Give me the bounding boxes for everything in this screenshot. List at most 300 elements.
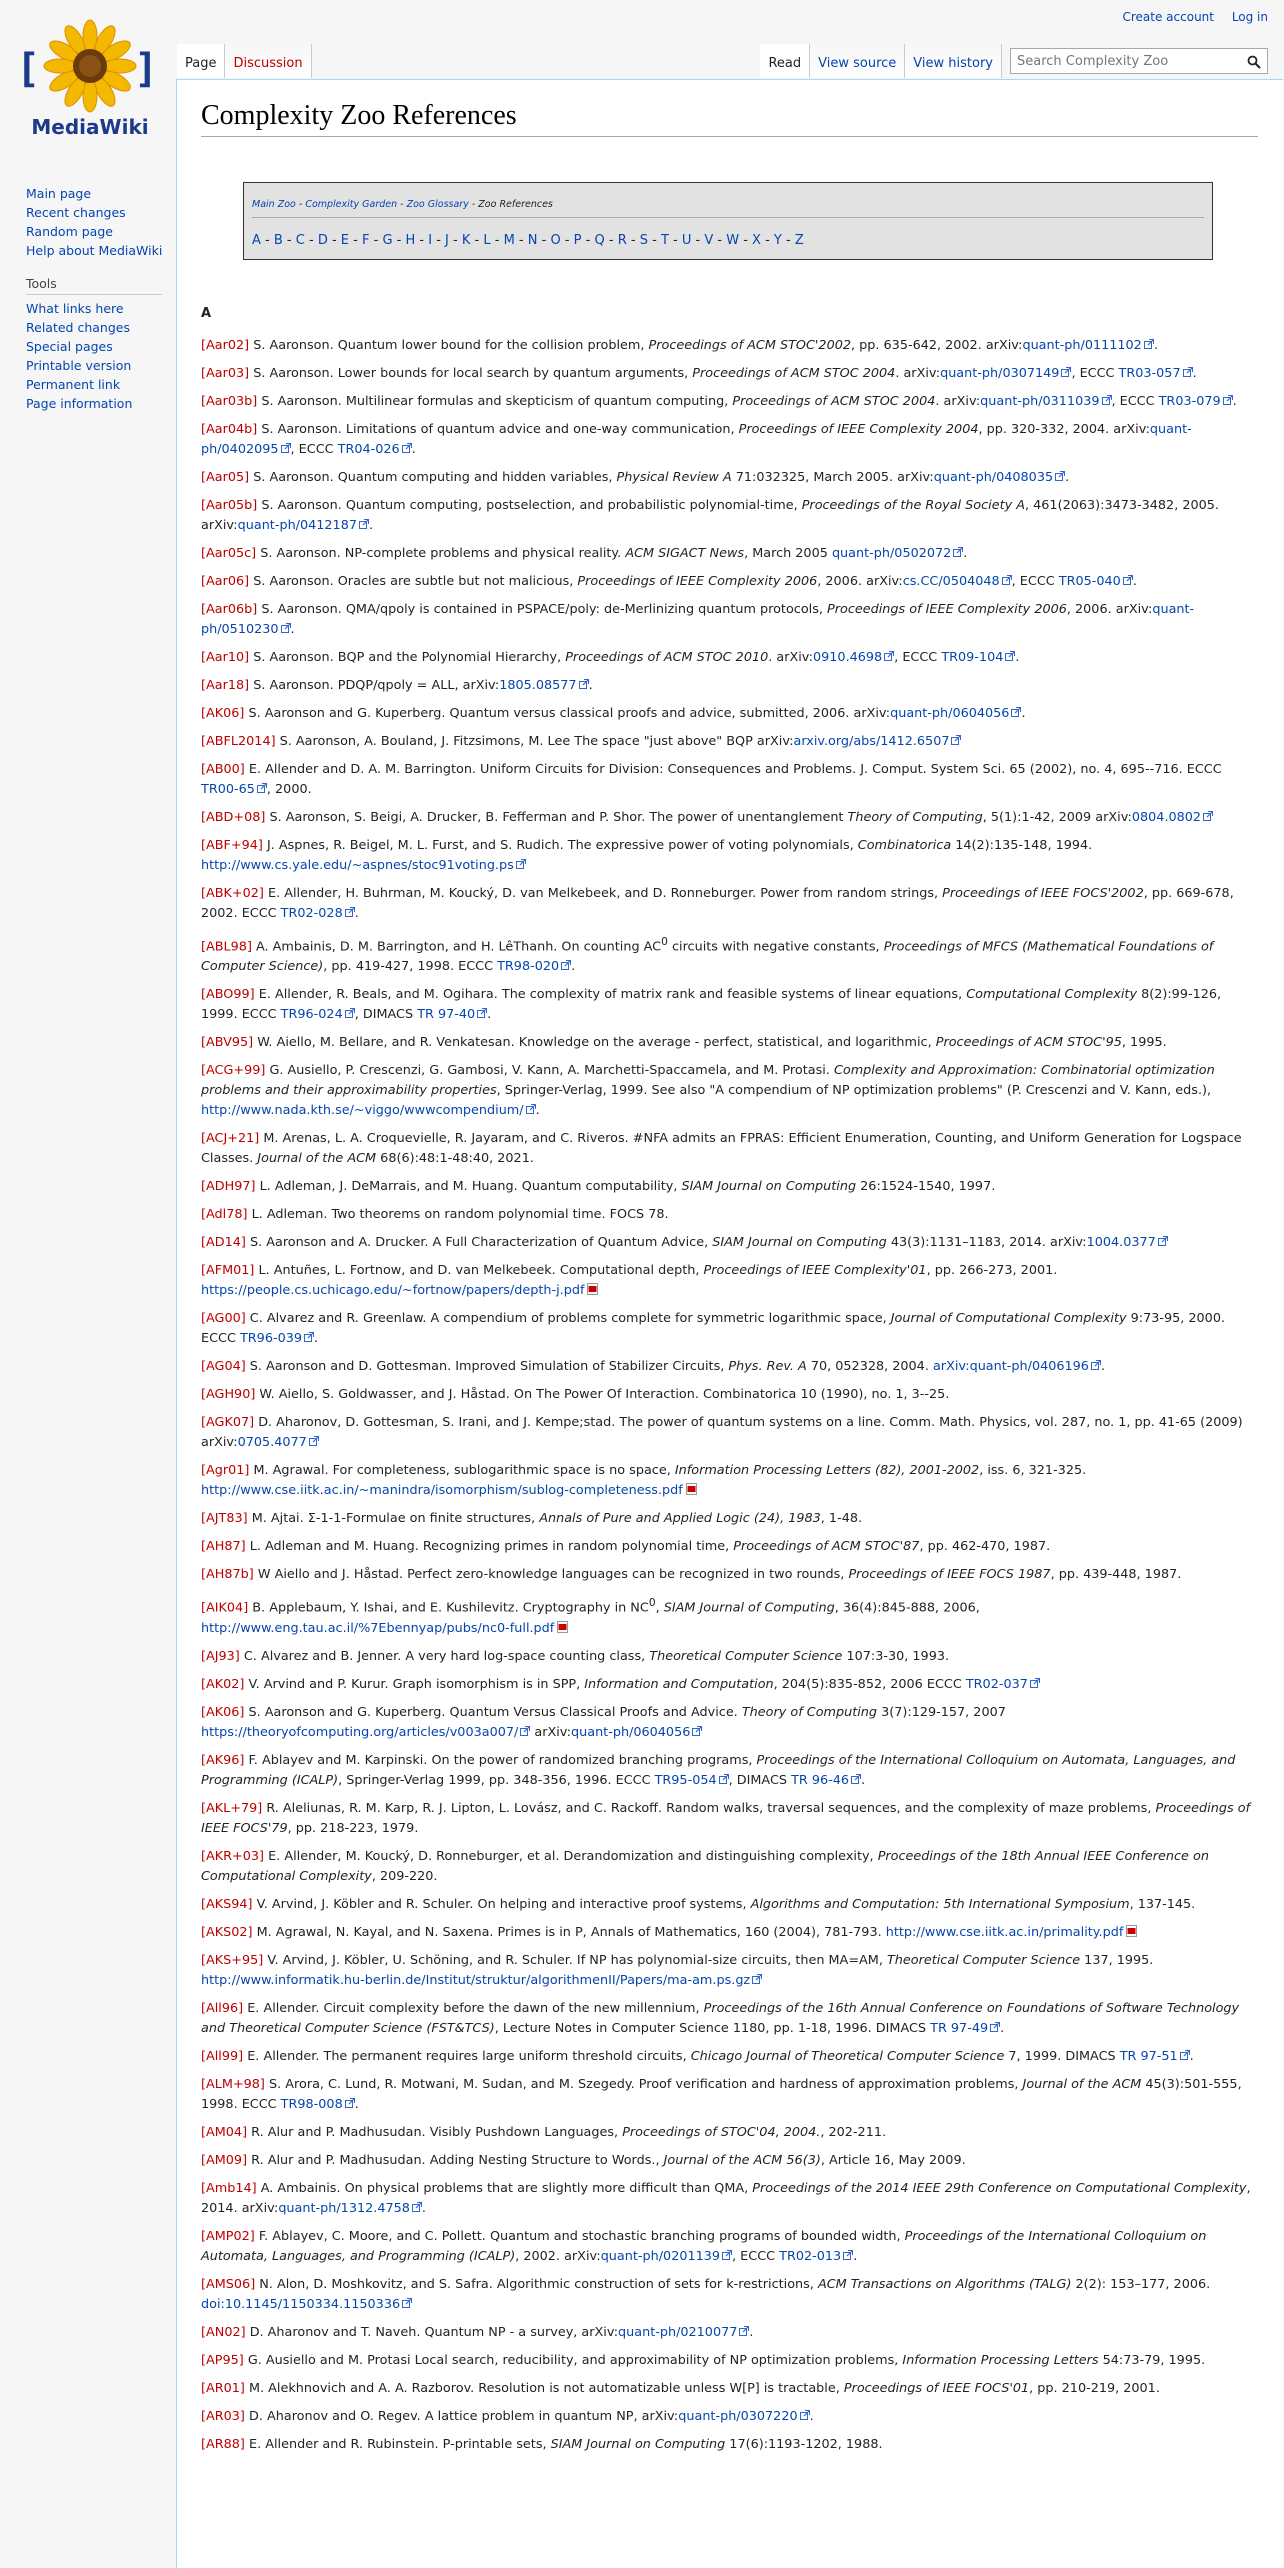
reference-text: 54:73-79, 1995. — [1098, 2352, 1206, 2368]
reference-entry — [201, 2379, 1261, 2399]
reference-text: S. Aaronson, A. Bouland, J. Fitzsimons, M. Lee The space "just above" BQP arXiv: — [279, 734, 794, 749]
reference-text: . — [1153, 338, 1158, 353]
reference-text: . arXiv: — [935, 394, 981, 409]
reference-entry — [201, 1647, 1261, 1667]
reference-venue: Proceedings of the 16th Annual Conference on Foundations of Software Technology and Theoretical Computer Science (FST&TCS) — [201, 2000, 1240, 2036]
external-link-icon — [1223, 395, 1233, 405]
reference-key: [ABFL2014] — [201, 734, 276, 749]
reference-key: [AGH90] — [201, 1387, 256, 1403]
reference-text: , pp. 218-223, 1979. — [287, 1820, 419, 1836]
search-input[interactable] — [1011, 49, 1243, 73]
external-link-icon — [1030, 1678, 1040, 1688]
reference-link[interactable]: quant-ph/0412187 — [237, 518, 357, 533]
reference-text: R. Alur and P. Madhusudan. Adding Nesting Structure to Words., — [251, 2152, 664, 2168]
reference-link[interactable]: TR05-040 — [1058, 574, 1121, 589]
reference-text: . — [571, 959, 576, 975]
reference-key: [AH87] — [201, 1539, 246, 1555]
reference-text: . — [809, 2408, 814, 2424]
reference-entry — [201, 1205, 1261, 1225]
reference-entry — [201, 1799, 1261, 1839]
reference-venue: Information and Computation — [584, 1676, 774, 1692]
reference-link[interactable]: quant-ph/0510230 — [201, 602, 1195, 637]
reference-text: S. Aaronson. Lower bounds for local search by quantum arguments, — [253, 366, 693, 381]
zoo-navbox — [243, 182, 1213, 260]
reference-text: . — [588, 678, 593, 693]
reference-text: L. Adleman, J. DeMarrais, and M. Huang. Quantum computability, — [259, 1179, 682, 1195]
reference-link[interactable]: http://www.cse.iitk.ac.in/~manindra/isomorphism/sublog-completeness.pdf — [201, 1483, 683, 1499]
tools-link[interactable]: What links here — [26, 301, 124, 316]
tools-item — [26, 337, 176, 356]
reference-link[interactable]: TR03-057 — [1118, 366, 1181, 381]
external-link-icon — [281, 443, 291, 453]
nav-link[interactable]: Help about MediaWiki — [26, 243, 163, 258]
reference-link[interactable]: quant-ph/0307220 — [678, 2408, 798, 2424]
reference-entry — [201, 2179, 1261, 2219]
reference-venue: Proceedings of IEEE FOCS'01 — [843, 2380, 1030, 2396]
reference-link[interactable]: TR 97-49 — [930, 2020, 989, 2036]
external-link-icon — [1005, 651, 1015, 661]
reference-key: [AKS+95] — [201, 1952, 264, 1968]
external-link-icon — [1061, 367, 1071, 377]
reference-entry — [201, 836, 1261, 876]
letter-link[interactable]: C — [295, 233, 305, 248]
reference-text: , ECCC — [732, 2248, 780, 2264]
external-link-icon — [304, 1332, 314, 1342]
reference-text: L. Adleman. Two theorems on random polynomial time. FOCS 78. — [251, 1207, 669, 1223]
reference-text: , pp. 635-642, 2002. arXiv: — [851, 338, 1023, 353]
reference-venue: Proceedings of ACM STOC 2004 — [692, 366, 896, 381]
reference-text: , 2006. arXiv: — [817, 574, 903, 589]
letter-link[interactable]: K — [461, 233, 471, 248]
reference-text: , 209-220. — [371, 1868, 438, 1884]
reference-text: , 1995. — [1121, 1035, 1167, 1051]
pdf-icon — [557, 1621, 568, 1633]
tools-item — [26, 356, 176, 375]
nav-link[interactable]: Recent changes — [26, 205, 126, 220]
reference-text: C. Alvarez and R. Greenlaw. A compendium of problems complete for symmetric logarithmic space, — [249, 1311, 891, 1327]
letter-link[interactable]: F — [361, 233, 370, 248]
reference-entry — [201, 1751, 1261, 1791]
letter-link[interactable]: E — [340, 233, 350, 248]
superscript: 0 — [661, 935, 668, 948]
reference-key: [AR88] — [201, 2436, 245, 2452]
reference-text: S. Aaronson and A. Drucker. A Full Characterization of Quantum Advice, — [249, 1235, 713, 1251]
reference-key: [AG00] — [201, 1311, 246, 1327]
reference-key: [Aar18] — [201, 678, 250, 693]
reference-link[interactable]: http://www.informatik.hu-berlin.de/Institut/struktur/algorithmenII/Papers/ma-am.ps.gz — [201, 1972, 751, 1988]
reference-link[interactable]: quant-ph/0502072 — [831, 546, 952, 561]
reference-link[interactable]: quant-ph/0402095 — [201, 422, 1192, 457]
reference-venue: Theory of Computing — [847, 810, 983, 825]
reference-key: [All96] — [201, 2000, 244, 2016]
reference-link[interactable]: 0804.0802 — [1131, 810, 1202, 825]
reference-entry — [201, 1593, 1261, 1638]
reference-entry — [201, 1509, 1261, 1529]
external-link-icon — [951, 735, 961, 745]
reference-entry — [201, 2227, 1261, 2267]
reference-text: , pp. 439-448, 1987. — [1050, 1567, 1182, 1583]
svg-text:]: ] — [134, 46, 159, 92]
letter-link[interactable]: X — [752, 233, 761, 248]
tools-link[interactable]: Special pages — [26, 339, 113, 354]
letter-link[interactable]: P — [573, 233, 582, 248]
search-icon[interactable] — [1247, 54, 1261, 73]
reference-link[interactable]: TR04-026 — [337, 442, 400, 457]
reference-venue: Proceedings of STOC'04, 2004. — [622, 2124, 821, 2140]
reference-text: E. Allender. The permanent requires large uniform threshold circuits, — [247, 2048, 691, 2064]
reference-link[interactable]: 1805.08577 — [499, 678, 577, 693]
external-link-icon — [561, 960, 571, 970]
reference-text: . — [1189, 2048, 1194, 2064]
reference-text: , pp. 669-678, 2002. ECCC — [201, 886, 1234, 921]
reference-text: , Springer-Verlag 1999, pp. 348-356, 1996. ECCC — [338, 1772, 655, 1788]
reference-venue: Proceedings of IEEE Complexity 2006 — [577, 574, 818, 589]
breadcrumb-link[interactable]: Zoo Glossary — [406, 199, 469, 210]
nav-link[interactable]: Main page — [26, 186, 92, 201]
nav-item — [26, 203, 176, 222]
reference-key: [Aar10] — [201, 650, 250, 665]
external-link-icon — [953, 547, 963, 557]
external-link-icon — [884, 651, 894, 661]
reference-link[interactable]: arxiv.org/abs/1412.6507 — [793, 734, 950, 749]
external-link-icon — [359, 519, 369, 529]
reference-key: [AN02] — [201, 2324, 246, 2340]
reference-text: 7, 1999. DIMACS — [1004, 2048, 1120, 2064]
letter-link[interactable]: A — [252, 233, 261, 248]
tools-item — [26, 375, 176, 394]
reference-venue: SIAM Journal on Computing — [681, 1179, 857, 1195]
reference-venue: Proceedings of MFCS (Mathematical Foundations of Computer Science) — [201, 939, 1214, 975]
reference-text: W. Aiello, M. Bellare, and R. Venkatesan. Knowledge on the average - perfect, statistical, and logarithmic, — [257, 1035, 936, 1051]
reference-entry — [201, 2151, 1261, 2171]
tools-link[interactable]: Printable version — [26, 358, 132, 373]
reference-entry — [201, 468, 1261, 488]
superscript: 0 — [648, 1596, 656, 1610]
reference-entry — [201, 1537, 1261, 1557]
letter-link[interactable]: D — [317, 233, 328, 248]
reference-entry — [201, 2435, 1261, 2455]
breadcrumb: Main Zoo - Complexity Garden - Zoo Glossary - Zoo References — [252, 199, 553, 210]
reference-text: . — [411, 442, 416, 457]
reference-text: . — [1065, 470, 1070, 485]
external-link-icon — [345, 2098, 355, 2108]
reference-link[interactable]: https://theoryofcomputing.org/articles/v003a007/ — [201, 1724, 519, 1740]
reference-entry — [201, 2047, 1261, 2067]
reference-key: [AIK04] — [201, 1600, 249, 1616]
tools-portlet — [26, 276, 176, 413]
sidebar — [0, 0, 176, 2568]
reference-link[interactable]: quant-ph/0408035 — [933, 470, 1054, 485]
external-link-icon — [843, 2250, 853, 2260]
tools-link[interactable]: Page information — [26, 396, 133, 411]
reference-text: A. Ambainis, D. M. Barrington, and H. LêThanh. On counting AC — [256, 939, 662, 955]
reference-text: 8(2):99-126, 1999. ECCC — [201, 987, 1222, 1023]
reference-text: . — [963, 546, 968, 561]
reference-link[interactable]: cs.CC/0504048 — [902, 574, 1000, 589]
reference-text: . — [853, 2248, 858, 2264]
reference-text: 2(2): 153–177, 2006. — [1071, 2276, 1211, 2292]
reference-link[interactable]: http://www.eng.tau.ac.il/%7Ebennyap/pubs/nc0-full.pdf — [201, 1620, 555, 1636]
reference-venue: Proceedings of IEEE FOCS 1987 — [848, 1567, 1051, 1583]
reference-link[interactable]: TR02-028 — [280, 906, 343, 921]
reference-venue: Algorithms and Computation: 5th International Symposium — [750, 1896, 1130, 1912]
reference-text: S. Aaronson and G. Kuperberg. Quantum versus classical proofs and advice, submitted, 2006. arXiv: — [248, 706, 891, 721]
reference-link[interactable]: TR 97-40 — [417, 1007, 476, 1023]
reference-link[interactable]: TR96-024 — [280, 1007, 343, 1023]
reference-link[interactable]: TR02-013 — [779, 2248, 842, 2264]
reference-text: , pp. 320-332, 2004. arXiv: — [978, 422, 1150, 437]
reference-text: , ECCC — [894, 650, 942, 665]
reference-text: S. Aaronson. Quantum computing and hidden variables, — [253, 470, 617, 485]
letter-link[interactable]: Y — [773, 233, 782, 248]
letter-link[interactable]: T — [660, 233, 669, 248]
reference-text: , pp. 419-427, 1998. ECCC — [323, 959, 498, 975]
login-link[interactable]: Log in — [1231, 10, 1268, 24]
reference-venue: Proceedings of IEEE FOCS'2002 — [942, 886, 1144, 901]
letter-link[interactable]: U — [681, 233, 692, 248]
reference-text: M. Agrawal, N. Kayal, and N. Saxena. Primes is in P, Annals of Mathematics, 160 (2004), 781-793. — [256, 1924, 886, 1940]
reference-venue: ACM Transactions on Algorithms (TALG) — [817, 2276, 1072, 2292]
reference-venue: Physical Review A — [616, 470, 732, 485]
reference-text: , March 2005 — [744, 546, 832, 561]
reference-entry — [201, 676, 1261, 696]
reference-key: [Aar03] — [201, 366, 250, 381]
reference-key: [AG04] — [201, 1359, 246, 1375]
reference-entry — [201, 1565, 1261, 1585]
tools-item — [26, 299, 176, 318]
reference-venue: Proceedings of the 18th Annual IEEE Conference on Computational Complexity — [201, 1848, 1209, 1884]
reference-link[interactable]: 1004.0377 — [1086, 1235, 1156, 1251]
reference-venue: Proceedings of the 2014 IEEE 29th Conference on Computational Complexity — [752, 2180, 1247, 2196]
reference-text: D. Aharonov, D. Gottesman, S. Irani, and J. Kempe;stad. The power of quantum systems on a line. Comm. Math. Physics, vol. 287, no. 1, pp. 41-65 (2009) arXiv: — [201, 1415, 1243, 1451]
reference-key: [AJ93] — [201, 1648, 240, 1664]
reference-key: [Aar06b] — [201, 602, 258, 617]
letter-link[interactable]: R — [617, 233, 627, 248]
reference-venue: Journal of the ACM — [1022, 2076, 1142, 2092]
sunflower-logo-icon — [16, 18, 159, 142]
reference-key: [AP95] — [201, 2352, 244, 2368]
reference-text: A. Ambainis. On physical problems that are slightly more difficult than QMA, — [260, 2180, 753, 2196]
reference-entry — [201, 420, 1261, 460]
letter-link[interactable]: H — [405, 233, 416, 248]
reference-text: 14(2):135-148, 1994. — [951, 838, 1093, 853]
reference-key: [Aar02] — [201, 338, 250, 353]
reference-text: N. Alon, D. Moshkovitz, and S. Safra. Algorithmic construction of sets for k-restrictions, — [259, 2276, 818, 2292]
reference-link[interactable]: TR09-104 — [941, 650, 1004, 665]
letter-link[interactable]: L — [483, 233, 491, 248]
logo-text: MediaWiki — [31, 115, 149, 139]
letter-link[interactable]: W — [726, 233, 740, 248]
reference-text: , 461(2063):3473-3482, 2005. arXiv: — [201, 498, 1219, 533]
reference-text: , 137-145. — [1129, 1896, 1196, 1912]
reference-entry — [201, 1413, 1261, 1453]
reference-link[interactable]: quant-ph/0201139 — [600, 2248, 721, 2264]
reference-entry — [201, 2407, 1261, 2427]
reference-text: , 2014. arXiv: — [201, 2180, 1251, 2216]
reference-text: 9:73-95, 2000. ECCC — [201, 1311, 1226, 1347]
reference-link[interactable]: quant-ph/0307149 — [940, 366, 1060, 381]
reference-text: , — [655, 1600, 664, 1616]
letter-link[interactable]: Q — [594, 233, 605, 248]
reference-link[interactable]: TR98-020 — [497, 959, 560, 975]
letter-link[interactable]: B — [273, 233, 283, 248]
reference-key: [AGK07] — [201, 1415, 255, 1431]
reference-link[interactable]: quant-ph/0604056 — [890, 706, 1010, 721]
reference-link[interactable]: quant-ph/1312.4758 — [278, 2200, 410, 2216]
reference-link[interactable]: quant-ph/0311039 — [980, 394, 1100, 409]
reference-link[interactable]: TR02-037 — [965, 1676, 1028, 1692]
reference-key: [ABF+94] — [201, 838, 263, 853]
reference-key: [ABV95] — [201, 1035, 254, 1051]
reference-text: W. Aiello, S. Goldwasser, and J. Håstad. On The Power Of Interaction. Combinatorica 10 (1990), no. 1, 3--25. — [259, 1387, 950, 1403]
reference-key: [AK06] — [201, 1704, 245, 1720]
reference-venue: Proceedings of IEEE Complexity'01 — [703, 1263, 927, 1279]
breadcrumb-link[interactable]: Main Zoo — [252, 199, 296, 210]
reference-link[interactable]: 0910.4698 — [813, 650, 883, 665]
reference-entry — [201, 1895, 1261, 1915]
reference-key: [ABO99] — [201, 987, 255, 1003]
tools-link[interactable]: Permanent link — [26, 377, 121, 392]
reference-link[interactable]: doi:10.1145/1150334.1150336 — [201, 2296, 401, 2312]
reference-entry — [201, 1385, 1261, 1405]
reference-venue: SIAM Journal on Computing — [712, 1235, 887, 1251]
reference-link[interactable]: TR 96-46 — [791, 1772, 850, 1788]
external-link-icon — [1203, 811, 1213, 821]
reference-link[interactable]: TR 97-51 — [1119, 2048, 1178, 2064]
reference-text: , 1-48. — [820, 1511, 863, 1527]
breadcrumb-current: Zoo References — [478, 199, 553, 210]
reference-text: M. Alekhnovich and A. A. Razborov. Resolution is not automatizable unless W[P] is tractable, — [249, 2380, 844, 2396]
letter-link[interactable]: N — [527, 233, 538, 248]
reference-text: L. Adleman and M. Huang. Recognizing primes in random polynomial time, — [249, 1539, 734, 1555]
external-link-icon — [281, 623, 291, 633]
tab-read[interactable]: Read — [760, 44, 810, 78]
reference-text: M. Ajtai. Σ-1-1-Formulae on finite structures, — [251, 1511, 540, 1527]
view-tabs — [760, 44, 1268, 78]
tab-view-source[interactable]: View source — [810, 44, 905, 78]
external-link-icon — [851, 1774, 861, 1784]
tools-list — [26, 299, 176, 413]
external-link-icon — [719, 1774, 729, 1784]
reference-key: [AD14] — [201, 1235, 246, 1251]
reference-link[interactable]: http://www.cs.yale.edu/~aspnes/stoc91voting.ps — [201, 858, 514, 873]
create-account-link[interactable]: Create account — [1122, 10, 1214, 24]
reference-entry — [201, 1129, 1261, 1169]
reference-text: 71:032325, March 2005. arXiv: — [731, 470, 934, 485]
reference-entry — [201, 600, 1261, 640]
reference-text: . — [290, 622, 295, 637]
reference-link[interactable]: quant-ph/0604056 — [571, 1724, 691, 1740]
reference-entry — [201, 808, 1261, 828]
reference-venue: Computational Complexity — [966, 987, 1138, 1003]
reference-entry — [201, 1703, 1261, 1743]
letter-link[interactable]: V — [704, 233, 714, 248]
reference-link[interactable]: arXiv:quant-ph/0406196 — [932, 1359, 1089, 1375]
reference-key: [AM04] — [201, 2124, 248, 2140]
external-link-icon — [520, 1726, 530, 1736]
reference-entry — [201, 648, 1261, 668]
reference-link[interactable]: http://www.cse.iitk.ac.in/primality.pdf — [885, 1924, 1124, 1940]
reference-entry — [201, 392, 1261, 412]
reference-link[interactable]: TR98-008 — [280, 2096, 343, 2112]
tab-view-history[interactable]: View history — [905, 44, 1002, 78]
reference-link[interactable]: quant-ph/0111102 — [1022, 338, 1142, 353]
reference-text: . — [1015, 650, 1020, 665]
letter-link[interactable]: G — [382, 233, 393, 248]
reference-link[interactable]: https://people.cs.uchicago.edu/~fortnow/papers/depth-j.pdf — [201, 1283, 585, 1299]
reference-entry — [201, 1357, 1261, 1377]
reference-entry — [201, 2275, 1261, 2315]
reference-entry — [201, 1923, 1261, 1943]
reference-entry — [201, 1999, 1261, 2039]
breadcrumb-link[interactable]: Complexity Garden — [305, 199, 398, 210]
reference-text: . — [354, 2096, 359, 2112]
reference-text: arXiv: — [530, 1724, 571, 1740]
external-link-icon — [1158, 1236, 1168, 1246]
reference-key: [AK02] — [201, 1676, 245, 1692]
reference-list — [201, 336, 1261, 2463]
main-content — [176, 79, 1283, 2568]
reference-entry — [201, 336, 1261, 356]
letter-link[interactable]: I — [428, 233, 433, 248]
reference-text: . arXiv: — [895, 366, 941, 381]
reference-link[interactable]: quant-ph/0210077 — [618, 2324, 738, 2340]
namespace-tabs — [177, 44, 312, 78]
reference-link[interactable]: http://www.nada.kth.se/~viggo/wwwcompendium/ — [201, 1103, 524, 1119]
reference-text: R. Alur and P. Madhusudan. Visibly Pushdown Languages, — [251, 2124, 623, 2140]
reference-text: S. Aaronson. Multilinear formulas and skepticism of quantum computing, — [261, 394, 733, 409]
reference-text: , 2006. arXiv: — [1066, 602, 1153, 617]
reference-text: , DIMACS — [354, 1007, 418, 1023]
letter-link[interactable]: Z — [794, 233, 804, 248]
reference-text: , 5(1):1-42, 2009 arXiv: — [982, 810, 1132, 825]
reference-key: [All99] — [201, 2048, 244, 2064]
tab-discussion[interactable]: Discussion — [225, 44, 311, 78]
reference-link[interactable]: TR95-054 — [654, 1772, 717, 1788]
reference-text: , Article 16, May 2009. — [820, 2152, 966, 2168]
reference-key: [AMP02] — [201, 2228, 255, 2244]
reference-key: [AKR+03] — [201, 1848, 265, 1864]
tab-page[interactable]: Page — [177, 44, 225, 78]
reference-key: [ABK+02] — [201, 886, 264, 901]
tools-link[interactable]: Related changes — [26, 320, 130, 335]
reference-entry — [201, 364, 1261, 384]
reference-venue: Journal of the ACM 56(3) — [663, 2152, 821, 2168]
reference-link[interactable]: TR00-65 — [201, 782, 255, 797]
reference-link[interactable]: TR03-079 — [1158, 394, 1221, 409]
nav-link[interactable]: Random page — [26, 224, 113, 239]
reference-key: [AKS94] — [201, 1896, 253, 1912]
reference-link[interactable]: 0705.4077 — [237, 1435, 307, 1451]
reference-entry — [201, 1675, 1261, 1695]
reference-text: . — [487, 1007, 492, 1023]
external-link-icon — [257, 783, 267, 793]
external-link-icon — [739, 2326, 749, 2336]
reference-entry — [201, 544, 1261, 564]
site-logo[interactable] — [16, 18, 159, 142]
svg-text:[: [ — [16, 46, 41, 92]
reference-text: B. Applebaum, Y. Ishai, and E. Kushilevitz. Cryptography in NC — [252, 1600, 649, 1616]
reference-text: R. Aleliunas, R. M. Karp, R. J. Lipton, L. Lovász, and C. Rackoff. Random walks, traversal sequences, and the complexity of maze problems, — [266, 1800, 1156, 1816]
reference-text: , ECCC — [1111, 394, 1159, 409]
letter-link[interactable]: S — [639, 233, 648, 248]
letter-link[interactable]: O — [550, 233, 561, 248]
external-link-icon — [526, 1104, 536, 1114]
letter-link[interactable]: J — [445, 233, 449, 248]
external-link-icon — [1091, 1360, 1101, 1370]
reference-link[interactable]: TR96-039 — [239, 1331, 303, 1347]
letter-link[interactable]: M — [503, 233, 515, 248]
